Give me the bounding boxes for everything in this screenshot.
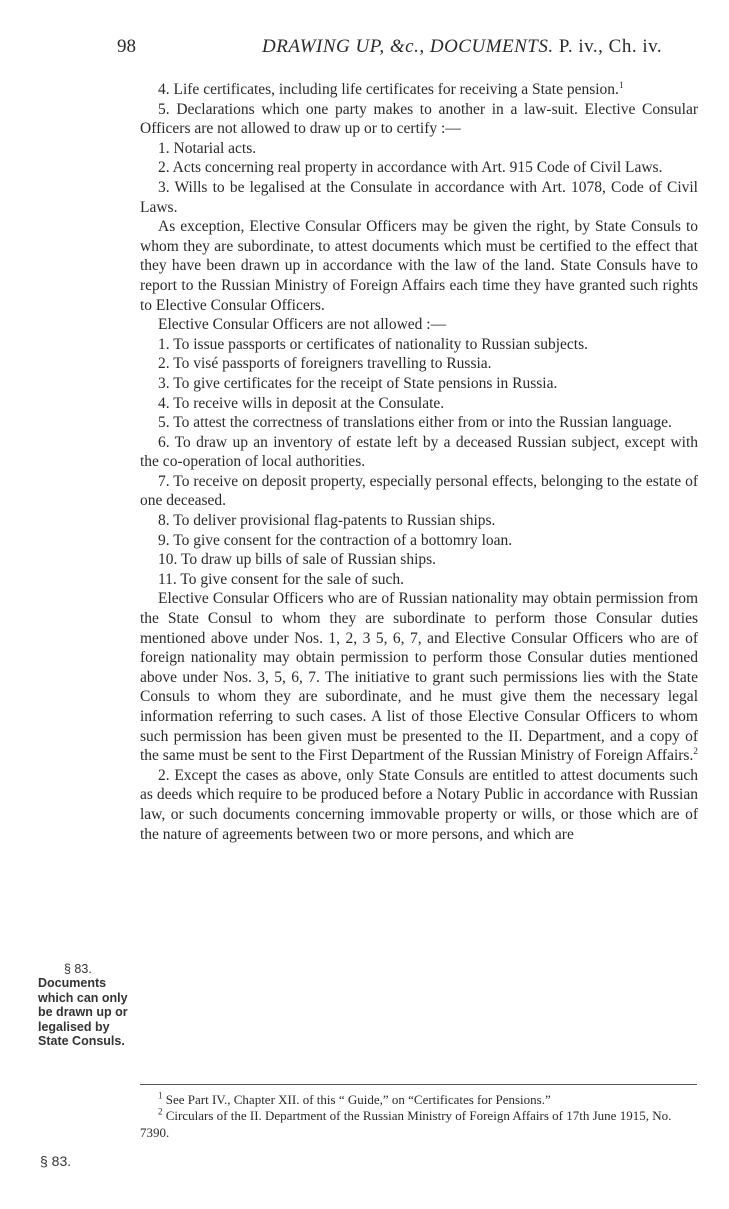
footnote-mark: 1: [158, 1090, 163, 1101]
paragraph-text: 4. Life certificates, including life certificates for receiving a State pension.: [158, 81, 619, 98]
paragraph: 8. To deliver provisional flag-patents to Russian ships.: [158, 512, 496, 530]
footnote-text: Circulars of the II. Department of the Russian Ministry of Foreign Affairs of 17th June 1915, No. 7390.: [140, 1108, 672, 1140]
running-title-italic: DRAWING UP, &c., DOCUMENTS.: [262, 36, 554, 57]
footnote-text: See Part IV., Chapter XII. of this “ Guide,” on “Certificates for Pensions.”: [165, 1092, 551, 1107]
footnote-mark: 2: [158, 1107, 163, 1118]
paragraph: 3. To give certificates for the receipt of State pensions in Russia.: [158, 374, 558, 392]
paragraph: [140, 589, 698, 765]
paragraph: 9. To give consent for the contraction of a bottomry loan.: [158, 531, 513, 549]
footnote-divider: [140, 1084, 697, 1085]
paragraph: 2. To visé passports of foreigners travelling to Russia.: [158, 355, 492, 373]
paragraph: 3. Wills to be legalised at the Consulate in accordance with Art. 1078, Code of Civil Laws.: [140, 178, 698, 216]
paragraph: 5. To attest the correctness of translations either from or into the Russian language.: [158, 414, 672, 432]
paragraph: Elective Consular Officers are not allowed :—: [158, 316, 447, 334]
paragraph: 2. Acts concerning real property in accordance with Art. 915 Code of Civil Laws.: [158, 159, 663, 177]
paragraph: 2. Except the cases as above, only State Consuls are entitled to attest documents such as deeds which require to be produced before a Notary Public in accordance with Russian law, or such documents concerning immovable property or wills, or those which are of the nature of agreements between two or more persons, and which are: [140, 766, 698, 843]
paragraph: 1. Notarial acts.: [158, 139, 257, 157]
footnote-ref: 2: [693, 746, 698, 757]
paragraph: 5. Declarations which one party makes to another in a law-suit. Elective Consular Officers are not allowed to draw up or to certify :—: [140, 100, 698, 138]
paragraph: 6. To draw up an inventory of estate left by a deceased Russian subject, except with the co-operation of local authorities.: [140, 433, 698, 471]
margin-note-text: Documents which can only be drawn up or legalised by State Consuls.: [38, 976, 128, 1049]
running-title: [262, 36, 662, 58]
footnote: [140, 1108, 700, 1141]
paragraph-text: Elective Consular Officers who are of Russian nationality may obtain permission from the State Consul to whom they are subordinate to perform those Consular duties mentioned above under Nos. 1, 2, 3 5, 6, 7, and Elective Consular Officers who are of foreign nationality may obtain permission to perform those Consular duties mentioned above under Nos. 3, 5, 6, 7. The initiative to grant such permissions lies with the State Consuls to whom they are subordinate, and he must give them the necessary legal information referring to such cases. A list of those Elective Consular Officers to whom such permission has been given must be presented to the II. Department, and a copy of the same must be sent to the First Department of the Russian Ministry of Foreign Affairs.: [140, 590, 698, 765]
running-title-part-chapter: P. iv., Ch. iv.: [553, 36, 663, 57]
paragraph: [140, 80, 698, 100]
margin-note: [38, 962, 134, 1048]
paragraph: 10. To draw up bills of sale of Russian ships.: [158, 551, 437, 569]
paragraph: 1. To issue passports or certificates of nationality to Russian subjects.: [158, 335, 588, 353]
running-header: [0, 36, 729, 66]
paragraph: 11. To give consent for the sale of such.: [158, 570, 404, 588]
footnotes: [140, 1092, 700, 1141]
footnote-ref: 1: [618, 79, 624, 90]
paragraph: 4. To receive wills in deposit at the Consulate.: [158, 394, 445, 412]
page-number: 98: [117, 36, 136, 57]
main-text: [140, 80, 698, 844]
footnote: [140, 1092, 700, 1108]
paragraph: As exception, Elective Consular Officers may be given the right, by State Consuls to whom they are subordinate, to attest documents which must be certified to the effect that they have been drawn up in accordance with the law of the land. State Consuls have to report to the Russian Ministry of Foreign Affairs each time they have granted such rights to Elective Consular Officers.: [140, 218, 698, 314]
paragraph: 7. To receive on deposit property, especially personal effects, belonging to the estate of one deceased.: [140, 472, 698, 510]
margin-section-number: § 83.: [64, 962, 92, 976]
bottom-section-label: § 83.: [40, 1153, 72, 1169]
